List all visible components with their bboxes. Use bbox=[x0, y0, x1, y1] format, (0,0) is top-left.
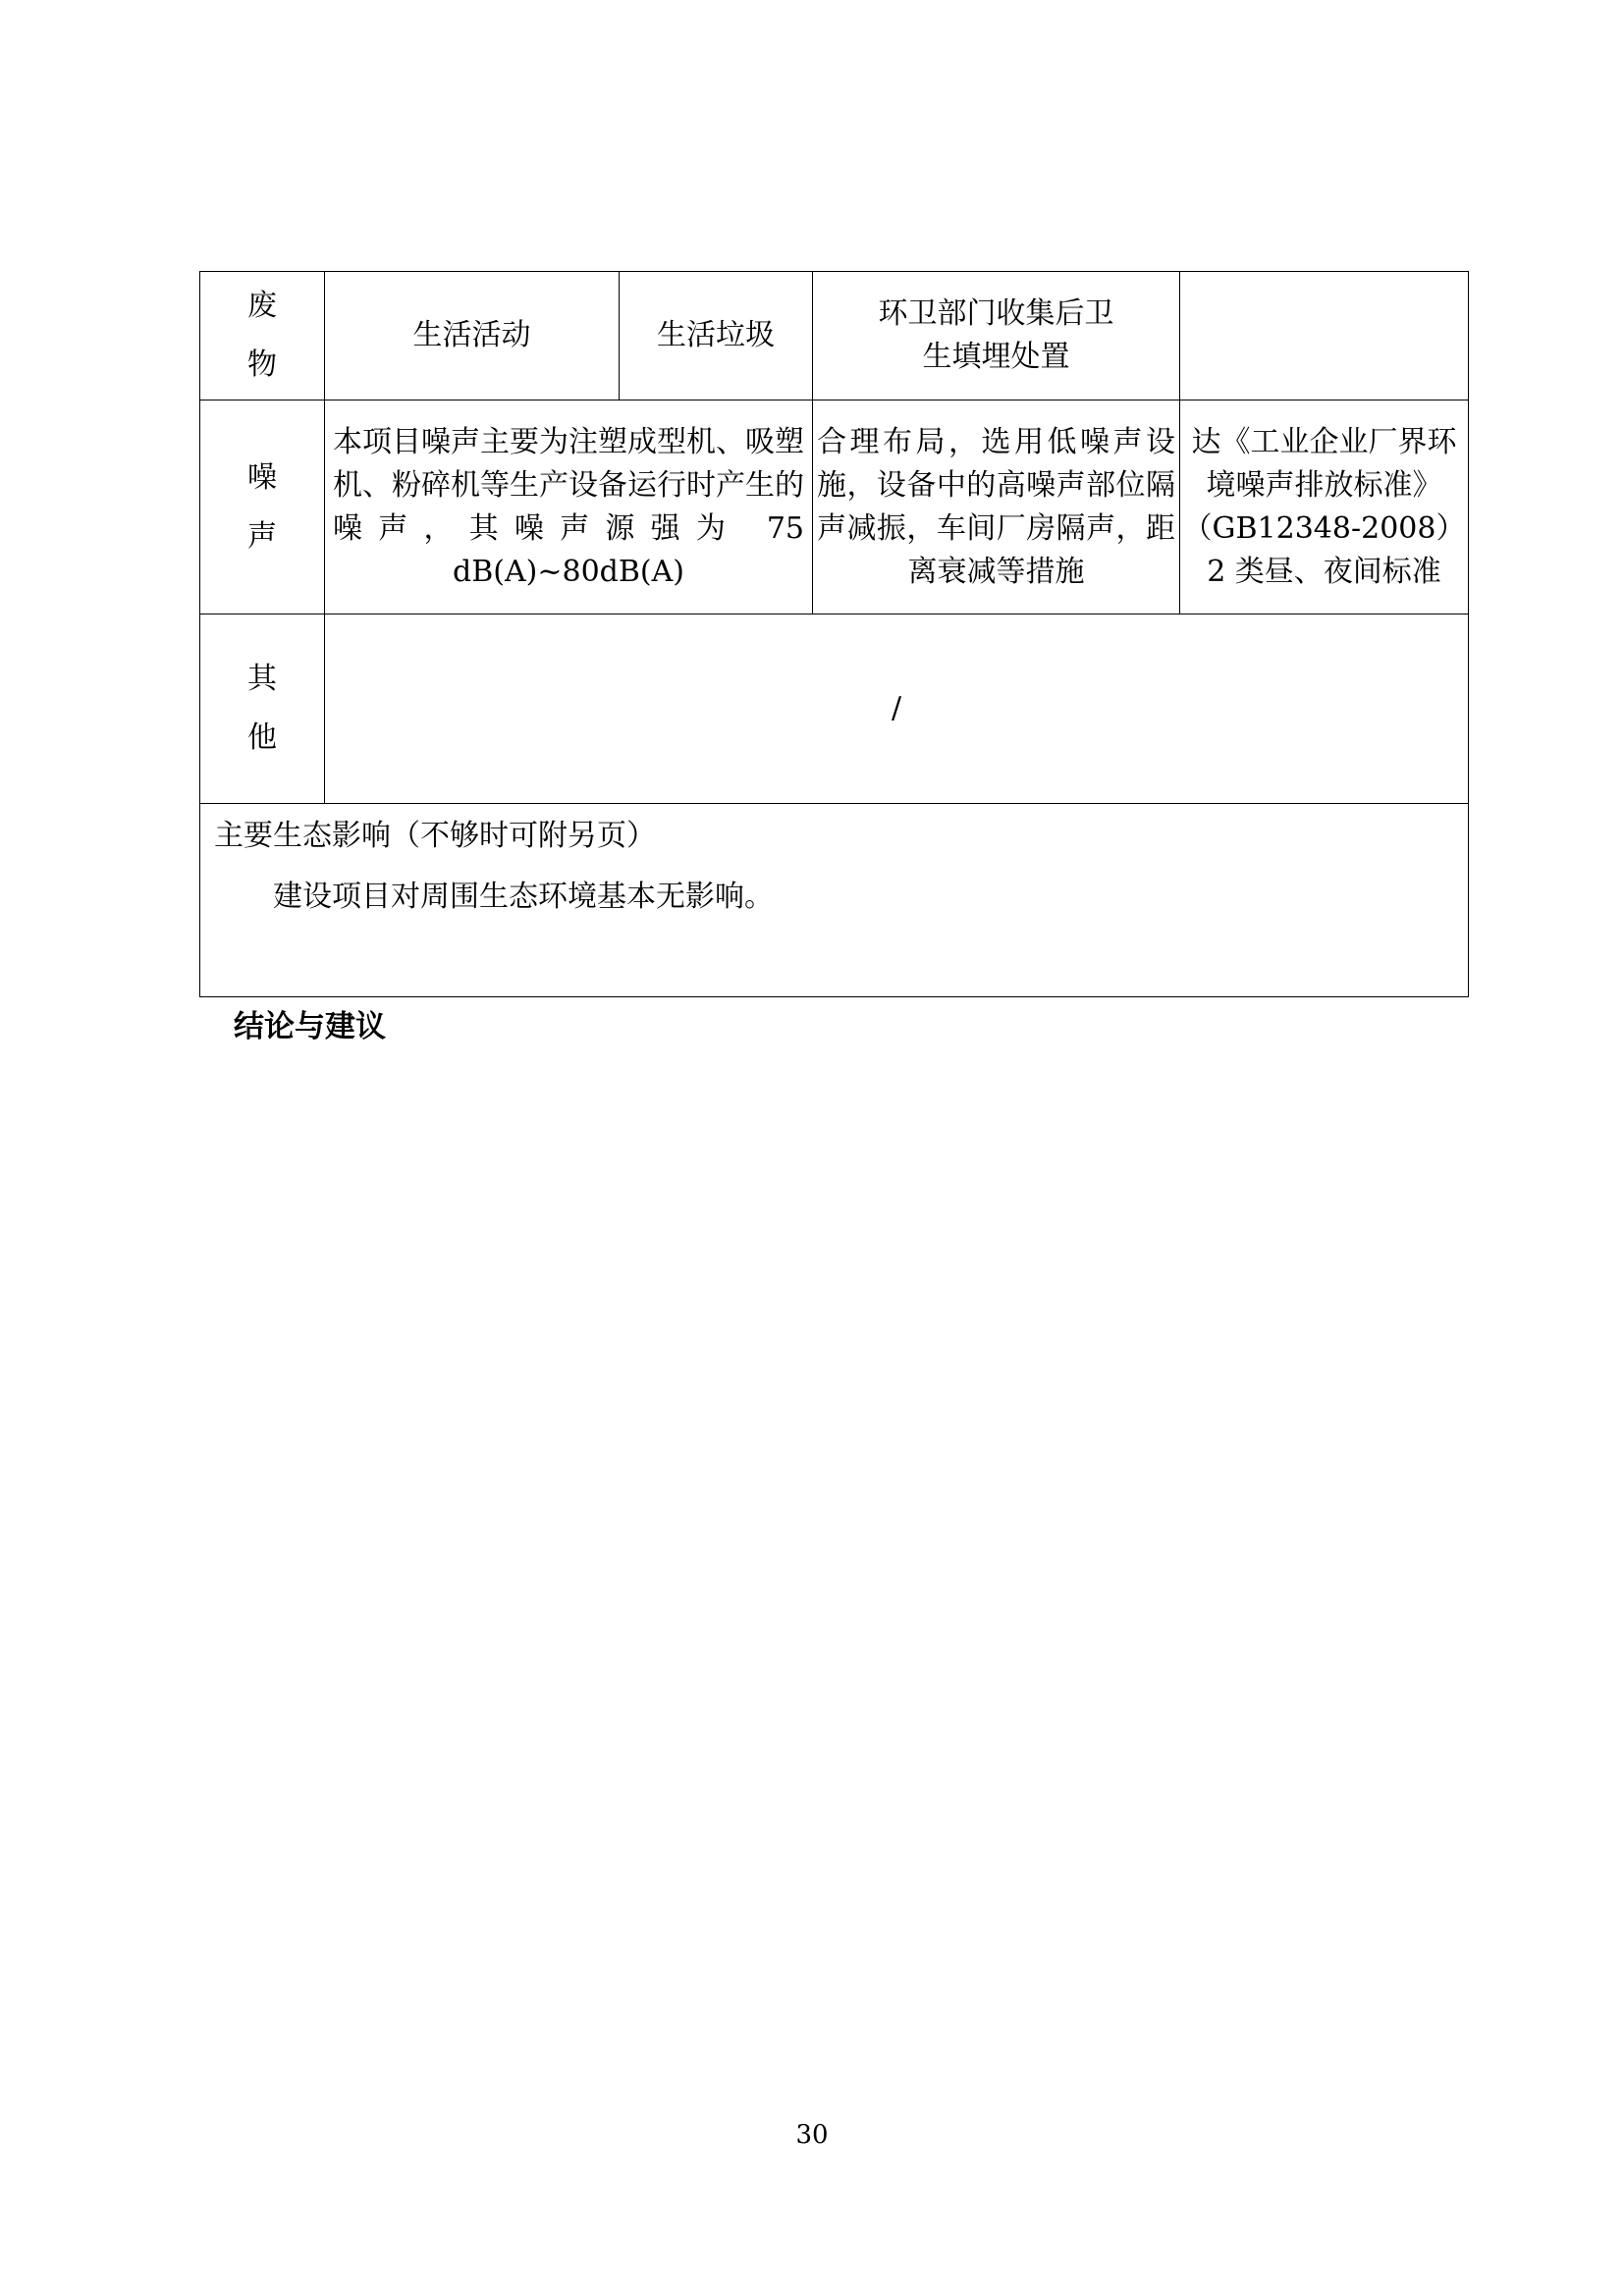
table-row-other bbox=[200, 614, 1469, 804]
noise-standard-cell bbox=[1180, 400, 1469, 614]
category-label-line: 废 bbox=[247, 289, 277, 323]
table-row-noise bbox=[200, 400, 1469, 614]
category-label-line: 他 bbox=[247, 721, 277, 755]
other-content: / bbox=[891, 691, 902, 725]
treatment-measure: 环卫部门收集后卫生填埋处置 bbox=[878, 296, 1114, 374]
noise-measure-cell bbox=[813, 400, 1180, 614]
environmental-measures-table bbox=[199, 271, 1469, 997]
other-content-cell bbox=[325, 614, 1469, 804]
page-number: 30 bbox=[795, 2120, 829, 2150]
noise-description: 本项目噪声主要为注塑成型机、吸塑机、粉碎机等生产设备运行时产生的噪声，其噪声源强为 75 dB(A)~80dB(A) bbox=[333, 424, 804, 589]
noise-standard: 达《工业企业厂界环境噪声排放标准》（GB12348-2008）2 类昼、夜间标准 bbox=[1182, 424, 1466, 589]
pollutant-cell bbox=[620, 272, 813, 400]
pollution-source: 生活活动 bbox=[412, 318, 531, 352]
category-label-line: 物 bbox=[247, 347, 277, 382]
section-heading-conclusion: 结论与建议 bbox=[234, 1009, 386, 1044]
expected-effect-cell bbox=[1180, 272, 1469, 400]
ecology-impact-title: 主要生态影响（不够时可附另页） bbox=[214, 819, 656, 853]
ecology-impact-body: 建设项目对周围生态环境基本无影响。 bbox=[273, 880, 774, 914]
pollutant-name: 生活垃圾 bbox=[657, 318, 775, 352]
category-cell-solid-waste bbox=[200, 272, 325, 400]
category-label-line: 声 bbox=[247, 518, 277, 554]
category-cell-noise bbox=[200, 400, 325, 614]
category-label-line: 噪 bbox=[247, 459, 277, 495]
table-row-solid-waste bbox=[200, 272, 1469, 400]
noise-description-cell bbox=[325, 400, 813, 614]
treatment-measure-cell bbox=[813, 272, 1180, 400]
table-row-ecology bbox=[200, 804, 1469, 997]
ecology-impact-cell bbox=[200, 804, 1469, 997]
category-label-line: 其 bbox=[247, 662, 277, 696]
category-cell-other bbox=[200, 614, 325, 804]
pollution-source-cell bbox=[325, 272, 620, 400]
noise-measure: 合理布局，选用低噪声设施，设备中的高噪声部位隔声减振，车间厂房隔声，距离衰减等措施 bbox=[817, 424, 1175, 589]
